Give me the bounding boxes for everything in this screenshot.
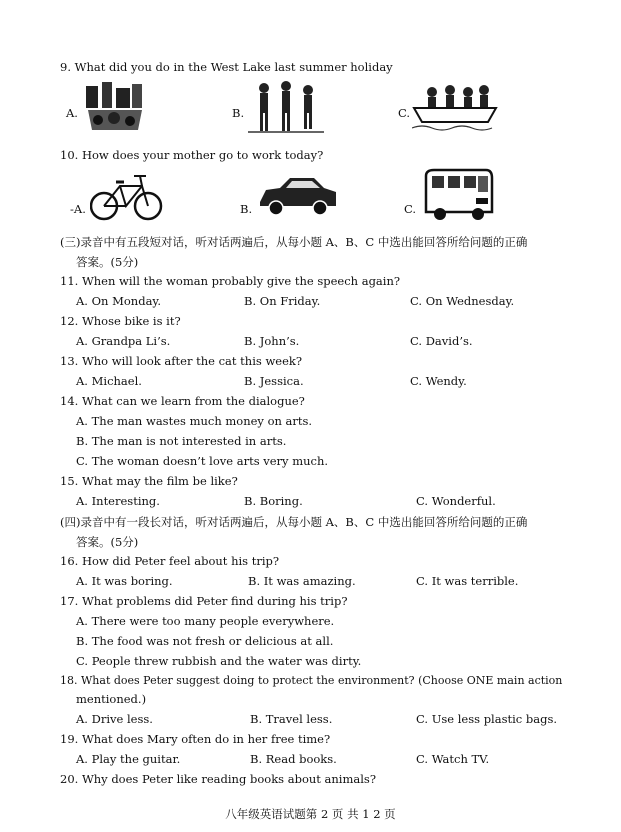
q9-option-a-label: A. (66, 106, 78, 120)
q15-option-a: A. Interesting. (76, 494, 160, 508)
q19-option-c: C. Watch TV. (416, 752, 490, 766)
q10-option-b-label: B. (240, 202, 253, 216)
question-20: 20. Why does Peter like reading books about animals? (60, 772, 376, 786)
q17-option-a: A. There were too many people everywhere. (76, 614, 335, 628)
q14-option-b: B. The man is not interested in arts. (76, 434, 287, 448)
question-14: 14. What can we learn from the dialogue? (60, 394, 305, 408)
q14-option-c: C. The woman doesn’t love arts very much. (76, 454, 329, 468)
q10-option-a-label: -A. (70, 202, 86, 216)
section-3-instruction-cont: 答案。(5分) (76, 255, 139, 269)
section-4-instruction: (四)录音中有一段长对话，听对话两遍后，从每小题 A、B、C 中选出能回答所给问题的正确 (60, 515, 528, 529)
q12-option-b: B. John’s. (244, 334, 300, 348)
q19-option-a: A. Play the guitar. (76, 752, 181, 766)
question-13: 13. Who will look after the cat this week? (60, 354, 303, 368)
question-11: 11. When will the woman probably give the speech again? (60, 274, 401, 288)
q9-option-c-label: C. (398, 106, 411, 120)
question-18-cont: mentioned.) (76, 692, 147, 706)
section-3-instruction: (三)录音中有五段短对话，听对话两遍后，从每小题 A、B、C 中选出能回答所给问题的正确 (60, 235, 528, 249)
question-17: 17. What problems did Peter find during his trip? (60, 594, 348, 608)
question-12: 12. Whose bike is it? (60, 314, 181, 328)
q13-option-c: C. Wendy. (410, 374, 467, 388)
q16-option-b: B. It was amazing. (248, 574, 356, 588)
q12-option-a: A. Grandpa Li’s. (76, 334, 171, 348)
q18-option-b: B. Travel less. (250, 712, 333, 726)
q11-option-c: C. On Wednesday. (410, 294, 515, 308)
question-18: 18. What does Peter suggest doing to protect the environment? (Choose ONE main action (60, 674, 563, 687)
q13-option-b: B. Jessica. (244, 374, 304, 388)
q11-option-b: B. On Friday. (244, 294, 321, 308)
q12-option-c: C. David’s. (410, 334, 473, 348)
question-19: 19. What does Mary often do in her free time? (60, 732, 331, 746)
question-15: 15. What may the film be like? (60, 474, 238, 488)
q18-option-a: A. Drive less. (76, 712, 153, 726)
question-16: 16. How did Peter feel about his trip? (60, 554, 280, 568)
car-picture (256, 172, 340, 220)
people-walking-picture (248, 78, 324, 136)
q15-option-c: C. Wonderful. (416, 494, 496, 508)
people-in-boat-picture (412, 80, 498, 132)
bicycle-picture (90, 170, 164, 222)
q16-option-a: A. It was boring. (76, 574, 173, 588)
section-4-instruction-cont: 答案。(5分) (76, 535, 139, 549)
q11-option-a: A. On Monday. (76, 294, 162, 308)
q14-option-a: A. The man wastes much money on arts. (76, 414, 313, 428)
bus-picture (420, 168, 496, 224)
q17-option-c: C. People threw rubbish and the water was dirty. (76, 654, 362, 668)
q16-option-c: C. It was terrible. (416, 574, 519, 588)
q13-option-a: A. Michael. (76, 374, 142, 388)
q10-option-c-label: C. (404, 202, 417, 216)
page-footer: 八年级英语试题第 2 页 共 1 2 页 (225, 807, 396, 821)
market-scene-picture (84, 80, 146, 136)
q15-option-b: B. Boring. (244, 494, 303, 508)
question-10: 10. How does your mother go to work today? (60, 148, 324, 162)
q17-option-b: B. The food was not fresh or delicious at all. (76, 634, 334, 648)
q9-option-b-label: B. (232, 106, 245, 120)
question-9: 9. What did you do in the West Lake last summer holiday (60, 60, 393, 74)
q18-option-c: C. Use less plastic bags. (416, 712, 558, 726)
q19-option-b: B. Read books. (250, 752, 337, 766)
